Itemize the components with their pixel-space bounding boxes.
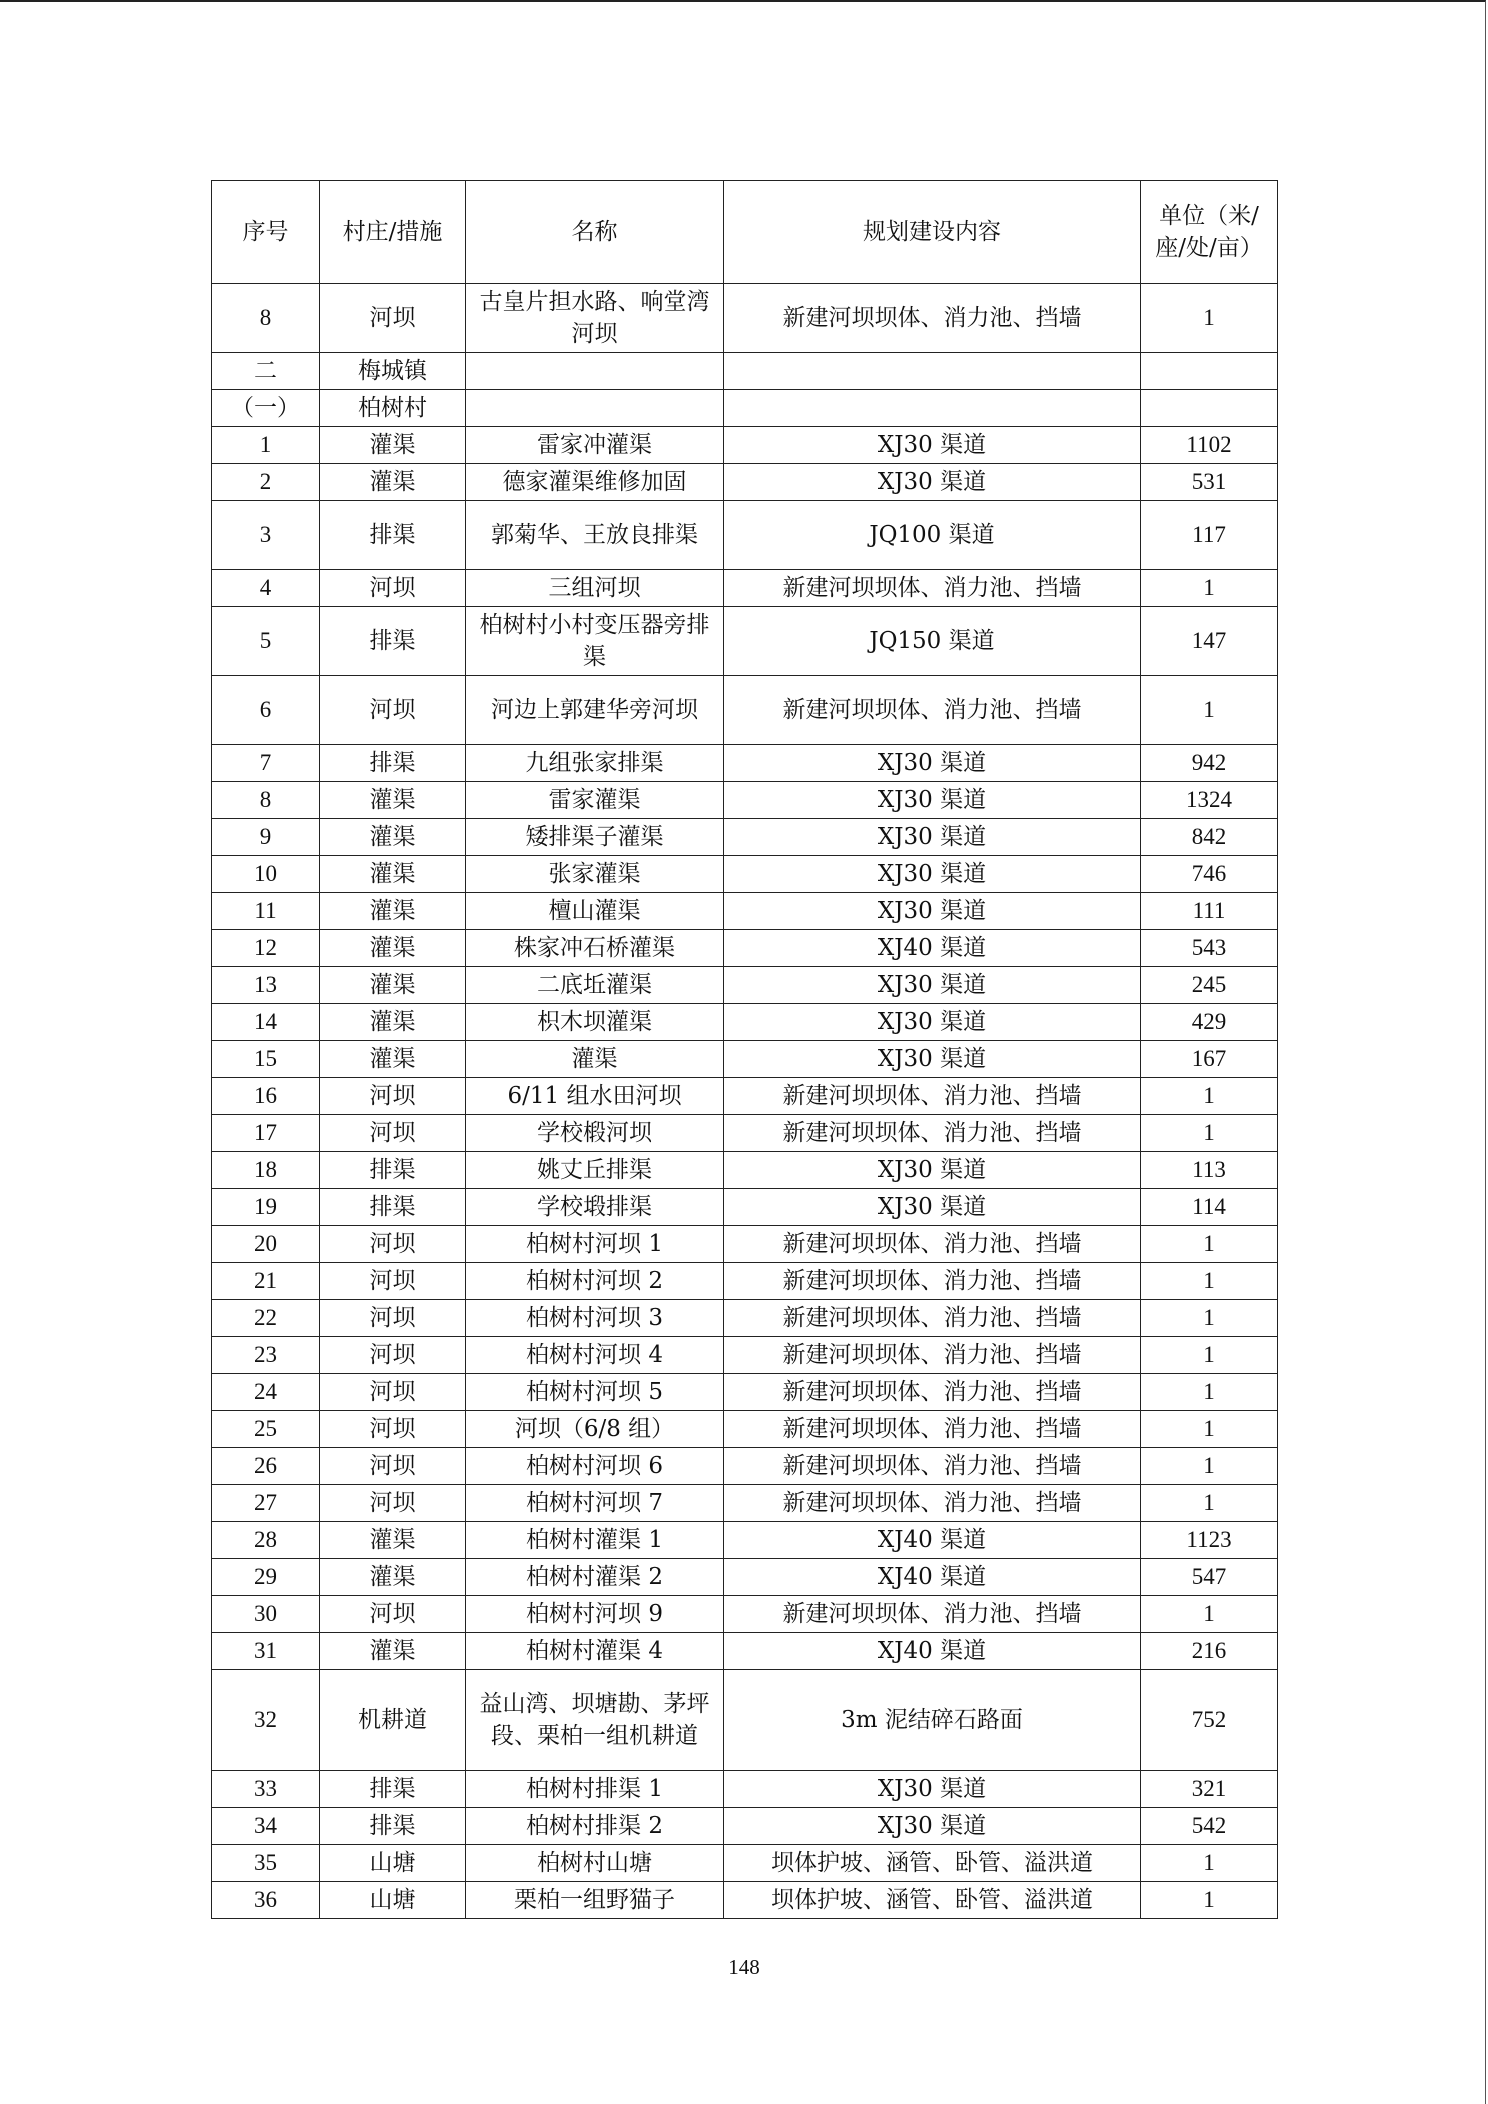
row-serial-no: 28 [212,1522,320,1559]
row-serial-no: 29 [212,1559,320,1596]
table-row [212,1004,1278,1041]
row-name: 柏树村河坝 2 [466,1263,724,1300]
header-village-measure: 村庄/措施 [320,181,466,284]
row-village-measure: 河坝 [320,1226,466,1263]
planning-table [211,180,1278,1919]
row-unit-quantity: 547 [1141,1559,1278,1596]
row-construction-content: XJ40 渠道 [724,930,1141,967]
row-village-measure: 机耕道 [320,1670,466,1771]
row-name: 柏树村河坝 6 [466,1448,724,1485]
row-name: 益山湾、坝塘勘、茅坪段、栗柏一组机耕道 [466,1670,724,1771]
row-village-measure: 灌渠 [320,856,466,893]
row-unit-quantity: 117 [1141,501,1278,570]
table-row [212,819,1278,856]
table-row [212,856,1278,893]
row-village-measure: 灌渠 [320,967,466,1004]
row-unit-quantity: 1 [1141,1845,1278,1882]
row-village-measure: 灌渠 [320,893,466,930]
row-serial-no: 6 [212,676,320,745]
row-unit-quantity: 1 [1141,1337,1278,1374]
row-construction-content: 新建河坝坝体、消力池、挡墙 [724,1411,1141,1448]
table-row [212,782,1278,819]
row-unit-quantity: 1 [1141,1411,1278,1448]
row-village-measure: 河坝 [320,676,466,745]
row-unit-quantity: 1 [1141,676,1278,745]
header-unit: 单位（米/座/处/亩） [1141,181,1278,284]
row-unit-quantity: 1 [1141,1485,1278,1522]
table-row [212,1596,1278,1633]
row-construction-content: 新建河坝坝体、消力池、挡墙 [724,284,1141,353]
row-village-measure: 河坝 [320,1596,466,1633]
row-name: 6/11 组水田河坝 [466,1078,724,1115]
row-serial-no: 15 [212,1041,320,1078]
table-row [212,1411,1278,1448]
row-construction-content: 新建河坝坝体、消力池、挡墙 [724,1263,1141,1300]
table-row [212,1845,1278,1882]
row-unit-quantity: 542 [1141,1808,1278,1845]
row-name: 学校塅排渠 [466,1189,724,1226]
row-serial-no: 1 [212,427,320,464]
row-village-measure: 排渠 [320,1771,466,1808]
row-serial-no: （一） [212,390,320,427]
row-village-measure: 排渠 [320,501,466,570]
row-name: 枳木坝灌渠 [466,1004,724,1041]
row-village-measure: 灌渠 [320,427,466,464]
row-name: 株家冲石桥灌渠 [466,930,724,967]
row-village-measure: 排渠 [320,1189,466,1226]
row-village-measure: 柏树村 [320,390,466,427]
row-village-measure: 河坝 [320,1300,466,1337]
page-number: 148 [728,1955,760,1979]
row-village-measure: 河坝 [320,1115,466,1152]
row-unit-quantity: 531 [1141,464,1278,501]
table-row [212,1448,1278,1485]
row-name: 柏树村河坝 9 [466,1596,724,1633]
row-serial-no: 23 [212,1337,320,1374]
row-construction-content: XJ30 渠道 [724,745,1141,782]
row-serial-no: 16 [212,1078,320,1115]
row-name: 柏树村灌渠 4 [466,1633,724,1670]
row-unit-quantity: 1 [1141,1078,1278,1115]
table-row [212,967,1278,1004]
row-serial-no: 14 [212,1004,320,1041]
row-unit-quantity: 114 [1141,1189,1278,1226]
row-name: 学校椴河坝 [466,1115,724,1152]
row-unit-quantity: 942 [1141,745,1278,782]
table-row [212,1300,1278,1337]
row-construction-content: XJ30 渠道 [724,1808,1141,1845]
row-construction-content: 新建河坝坝体、消力池、挡墙 [724,1337,1141,1374]
row-name [466,390,724,427]
table-row [212,284,1278,353]
row-construction-content: XJ40 渠道 [724,1559,1141,1596]
row-serial-no: 13 [212,967,320,1004]
row-name: 九组张家排渠 [466,745,724,782]
header-construction-content: 规划建设内容 [724,181,1141,284]
row-unit-quantity: 113 [1141,1152,1278,1189]
table-row [212,1189,1278,1226]
row-village-measure: 排渠 [320,1152,466,1189]
row-construction-content: XJ40 渠道 [724,1633,1141,1670]
row-unit-quantity: 1 [1141,1115,1278,1152]
table-header-row [212,181,1278,284]
row-construction-content: 坝体护坡、涵管、卧管、溢洪道 [724,1882,1141,1919]
row-unit-quantity: 1 [1141,1226,1278,1263]
row-name: 河坝（6/8 组） [466,1411,724,1448]
table-row [212,1771,1278,1808]
row-unit-quantity: 1 [1141,1882,1278,1919]
table-row [212,930,1278,967]
row-construction-content: XJ30 渠道 [724,893,1141,930]
row-unit-quantity: 167 [1141,1041,1278,1078]
row-village-measure: 灌渠 [320,782,466,819]
table-row [212,1226,1278,1263]
row-name: 德家灌渠维修加固 [466,464,724,501]
row-village-measure: 河坝 [320,1263,466,1300]
row-name: 郭菊华、王放良排渠 [466,501,724,570]
row-village-measure: 河坝 [320,1078,466,1115]
row-construction-content: 新建河坝坝体、消力池、挡墙 [724,1485,1141,1522]
row-name: 柏树村河坝 4 [466,1337,724,1374]
row-name: 雷家冲灌渠 [466,427,724,464]
row-serial-no: 33 [212,1771,320,1808]
row-unit-quantity: 1 [1141,1374,1278,1411]
row-unit-quantity: 1324 [1141,782,1278,819]
row-serial-no: 2 [212,464,320,501]
row-village-measure: 排渠 [320,607,466,676]
row-name: 柏树村河坝 3 [466,1300,724,1337]
row-construction-content: 新建河坝坝体、消力池、挡墙 [724,676,1141,745]
row-unit-quantity: 429 [1141,1004,1278,1041]
row-name: 柏树村排渠 1 [466,1771,724,1808]
header-serial-no: 序号 [212,181,320,284]
row-unit-quantity: 111 [1141,893,1278,930]
header-name: 名称 [466,181,724,284]
row-serial-no: 18 [212,1152,320,1189]
row-unit-quantity: 1 [1141,1448,1278,1485]
row-serial-no: 4 [212,570,320,607]
row-serial-no: 8 [212,284,320,353]
row-construction-content: XJ30 渠道 [724,967,1141,1004]
row-village-measure: 排渠 [320,745,466,782]
row-construction-content: XJ30 渠道 [724,1771,1141,1808]
row-name: 柏树村排渠 2 [466,1808,724,1845]
row-name: 柏树村小村变压器旁排渠 [466,607,724,676]
row-unit-quantity: 1 [1141,1596,1278,1633]
row-name: 姚丈丘排渠 [466,1152,724,1189]
row-name: 矮排渠子灌渠 [466,819,724,856]
row-village-measure: 梅城镇 [320,353,466,390]
row-unit-quantity: 842 [1141,819,1278,856]
row-village-measure: 河坝 [320,284,466,353]
row-village-measure: 河坝 [320,570,466,607]
row-construction-content: 新建河坝坝体、消力池、挡墙 [724,1300,1141,1337]
row-serial-no: 9 [212,819,320,856]
row-village-measure: 灌渠 [320,1041,466,1078]
row-serial-no: 27 [212,1485,320,1522]
row-name: 柏树村山塘 [466,1845,724,1882]
row-construction-content: 新建河坝坝体、消力池、挡墙 [724,1226,1141,1263]
row-unit-quantity: 147 [1141,607,1278,676]
row-construction-content: XJ30 渠道 [724,464,1141,501]
row-name: 灌渠 [466,1041,724,1078]
row-construction-content: 新建河坝坝体、消力池、挡墙 [724,1115,1141,1152]
row-construction-content: JQ150 渠道 [724,607,1141,676]
row-name: 柏树村灌渠 2 [466,1559,724,1596]
row-serial-no: 31 [212,1633,320,1670]
row-construction-content: XJ30 渠道 [724,1189,1141,1226]
table-row [212,1559,1278,1596]
row-construction-content: XJ40 渠道 [724,1522,1141,1559]
row-village-measure: 排渠 [320,1808,466,1845]
row-construction-content: 新建河坝坝体、消力池、挡墙 [724,1596,1141,1633]
row-unit-quantity [1141,390,1278,427]
table-row [212,1882,1278,1919]
row-unit-quantity: 1102 [1141,427,1278,464]
row-unit-quantity: 1 [1141,284,1278,353]
row-name: 古皇片担水路、响堂湾河坝 [466,284,724,353]
row-construction-content: XJ30 渠道 [724,856,1141,893]
table-row [212,1041,1278,1078]
row-unit-quantity: 1 [1141,570,1278,607]
row-serial-no: 二 [212,353,320,390]
row-unit-quantity: 1 [1141,1263,1278,1300]
table-row [212,427,1278,464]
row-construction-content: XJ30 渠道 [724,1041,1141,1078]
row-serial-no: 5 [212,607,320,676]
row-village-measure: 河坝 [320,1374,466,1411]
table-row [212,1808,1278,1845]
row-village-measure: 灌渠 [320,1004,466,1041]
row-name: 三组河坝 [466,570,724,607]
row-serial-no: 17 [212,1115,320,1152]
table-row [212,464,1278,501]
row-name [466,353,724,390]
table-row [212,1115,1278,1152]
row-unit-quantity: 1123 [1141,1522,1278,1559]
table-row [212,1670,1278,1771]
row-name: 柏树村河坝 1 [466,1226,724,1263]
row-village-measure: 灌渠 [320,1633,466,1670]
row-serial-no: 35 [212,1845,320,1882]
row-serial-no: 26 [212,1448,320,1485]
row-village-measure: 山塘 [320,1845,466,1882]
row-village-measure: 河坝 [320,1448,466,1485]
row-serial-no: 7 [212,745,320,782]
row-construction-content: 坝体护坡、涵管、卧管、溢洪道 [724,1845,1141,1882]
table-row [212,1263,1278,1300]
row-serial-no: 34 [212,1808,320,1845]
table-row [212,390,1278,427]
row-construction-content: JQ100 渠道 [724,501,1141,570]
table-row [212,1522,1278,1559]
table-row [212,1152,1278,1189]
row-unit-quantity: 1 [1141,1300,1278,1337]
table-row [212,1337,1278,1374]
row-construction-content: 新建河坝坝体、消力池、挡墙 [724,1374,1141,1411]
row-construction-content: XJ30 渠道 [724,819,1141,856]
row-construction-content: 新建河坝坝体、消力池、挡墙 [724,1078,1141,1115]
row-name: 河边上郭建华旁河坝 [466,676,724,745]
row-village-measure: 灌渠 [320,1522,466,1559]
row-construction-content: XJ30 渠道 [724,427,1141,464]
row-unit-quantity: 752 [1141,1670,1278,1771]
row-name: 檀山灌渠 [466,893,724,930]
row-construction-content: XJ30 渠道 [724,782,1141,819]
table-row [212,570,1278,607]
row-village-measure: 灌渠 [320,464,466,501]
row-unit-quantity: 216 [1141,1633,1278,1670]
table-row [212,1374,1278,1411]
row-serial-no: 11 [212,893,320,930]
row-unit-quantity: 321 [1141,1771,1278,1808]
table-row [212,676,1278,745]
row-name: 柏树村灌渠 1 [466,1522,724,1559]
row-construction-content [724,390,1141,427]
row-serial-no: 25 [212,1411,320,1448]
table-row [212,501,1278,570]
row-construction-content: 新建河坝坝体、消力池、挡墙 [724,1448,1141,1485]
row-serial-no: 20 [212,1226,320,1263]
row-unit-quantity: 543 [1141,930,1278,967]
row-serial-no: 10 [212,856,320,893]
row-village-measure: 山塘 [320,1882,466,1919]
row-construction-content: XJ30 渠道 [724,1152,1141,1189]
table-body [212,284,1278,1919]
row-unit-quantity: 746 [1141,856,1278,893]
row-village-measure: 河坝 [320,1337,466,1374]
table-row [212,1485,1278,1522]
row-village-measure: 河坝 [320,1485,466,1522]
row-name: 二底坵灌渠 [466,967,724,1004]
table-row [212,353,1278,390]
row-serial-no: 36 [212,1882,320,1919]
table-row [212,893,1278,930]
table-row [212,1633,1278,1670]
row-village-measure: 河坝 [320,1411,466,1448]
row-village-measure: 灌渠 [320,930,466,967]
row-unit-quantity [1141,353,1278,390]
row-serial-no: 30 [212,1596,320,1633]
row-serial-no: 8 [212,782,320,819]
row-construction-content [724,353,1141,390]
row-unit-quantity: 245 [1141,967,1278,1004]
row-village-measure: 灌渠 [320,819,466,856]
row-serial-no: 12 [212,930,320,967]
row-name: 柏树村河坝 5 [466,1374,724,1411]
table-row [212,607,1278,676]
table-row [212,745,1278,782]
row-serial-no: 24 [212,1374,320,1411]
row-name: 张家灌渠 [466,856,724,893]
table-row [212,1078,1278,1115]
row-serial-no: 19 [212,1189,320,1226]
row-name: 柏树村河坝 7 [466,1485,724,1522]
row-serial-no: 3 [212,501,320,570]
row-construction-content: 新建河坝坝体、消力池、挡墙 [724,570,1141,607]
row-construction-content: XJ30 渠道 [724,1004,1141,1041]
row-name: 栗柏一组野猫子 [466,1882,724,1919]
row-name: 雷家灌渠 [466,782,724,819]
row-village-measure: 灌渠 [320,1559,466,1596]
row-serial-no: 22 [212,1300,320,1337]
row-construction-content: 3m 泥结碎石路面 [724,1670,1141,1771]
row-serial-no: 21 [212,1263,320,1300]
row-serial-no: 32 [212,1670,320,1771]
